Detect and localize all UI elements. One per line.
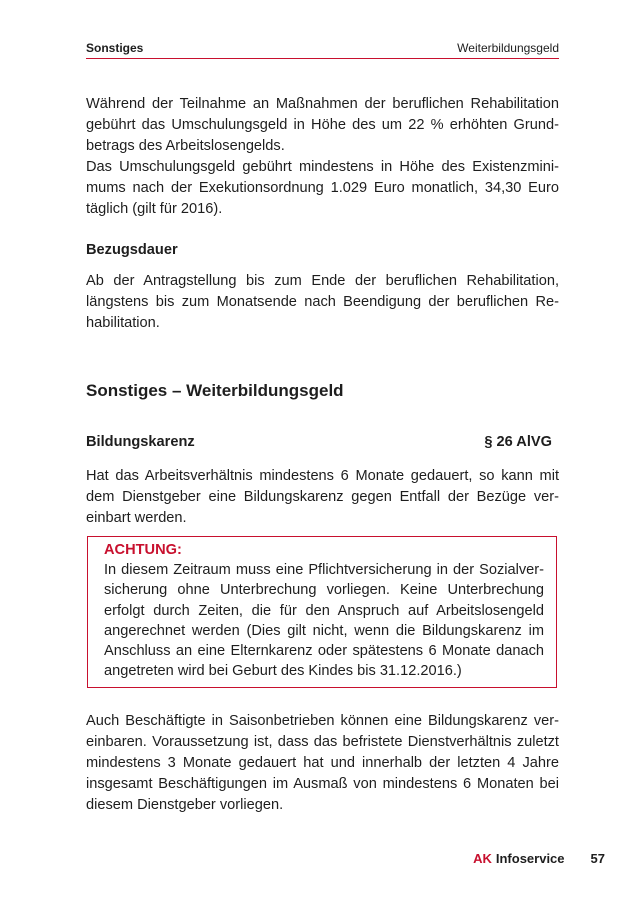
paragraph-umschulungsgeld-hoehe: Während der Teilnahme an Maßnahmen der beruflichen Rehabilitation gebührt das Umschulungsgeld in Höhe des um 22 % erhöhten Grundbetrags des Arbeitslosengelds. xyxy=(86,96,559,154)
subheading-bezugsdauer: Bezugsdauer xyxy=(86,242,178,258)
subheading-bildungskarenz: Bildungskarenz xyxy=(86,434,195,450)
header-divider xyxy=(86,58,559,59)
section-title: Sonstiges – Weiterbildungsgeld xyxy=(86,381,344,400)
warning-title: ACHTUNG: xyxy=(104,542,182,558)
page-number: 57 xyxy=(590,851,605,866)
paragraph-bildungskarenz: Hat das Arbeitsverhältnis mindestens 6 Monate gedauert, so kann mit dem Dienstgeber eine Bildungskarenz gegen Entfall der Bezüge vereinbart werden. xyxy=(86,468,559,526)
page-footer xyxy=(473,851,605,866)
paragraph-bezugsdauer: Ab der Antragstellung bis zum Ende der beruflichen Rehabilitation, längstens bis zum Monatsende nach Beendigung der beruflichen Rehabilitation. xyxy=(86,273,559,331)
running-header-section: Sonstiges xyxy=(86,41,144,55)
footer-label: Infoservice xyxy=(495,851,565,866)
legal-reference: § 26 AlVG xyxy=(484,434,552,450)
paragraph-existenzminimum: Das Umschulungsgeld gebührt mindestens in Höhe des Existenzminimums nach der Exekutionsordnung 1.029 Euro monatlich, 34,30 Euro täglich (gilt für 2016). xyxy=(86,159,559,217)
ak-logo-text: AK xyxy=(473,851,492,866)
subheading-row xyxy=(86,434,552,450)
running-header-title: Weiterbildungsgeld xyxy=(457,41,559,55)
warning-text: In diesem Zeitraum muss eine Pflichtversicherung in der Sozialversicherung ohne Unterbrechung vorliegen. Keine Unterbrechung erfolgt durch Zeiten, die für den Anspruch auf Arbeitslosengeld angerechnet werden (Dies gilt nicht, wenn die Bildungskarenz im Anschluss an eine Elternkarenz oder spätestens 6 Monate danach angetreten wird bei Geburt des Kindes bis 31.12.2016.) xyxy=(104,562,544,680)
paragraph-saisonbetriebe: Auch Beschäftigte in Saisonbetrieben können eine Bildungskarenz vereinbaren. Voraussetzung ist, dass das befristete Dienstverhältnis zuletzt mindestens 3 Monate gedauert hat und innerhalb der letzten 4 Jahre insgesamt Beschäftigungen im Ausmaß von mindestens 6 Monaten bei diesem Dienstgeber vorliegen. xyxy=(86,713,559,813)
